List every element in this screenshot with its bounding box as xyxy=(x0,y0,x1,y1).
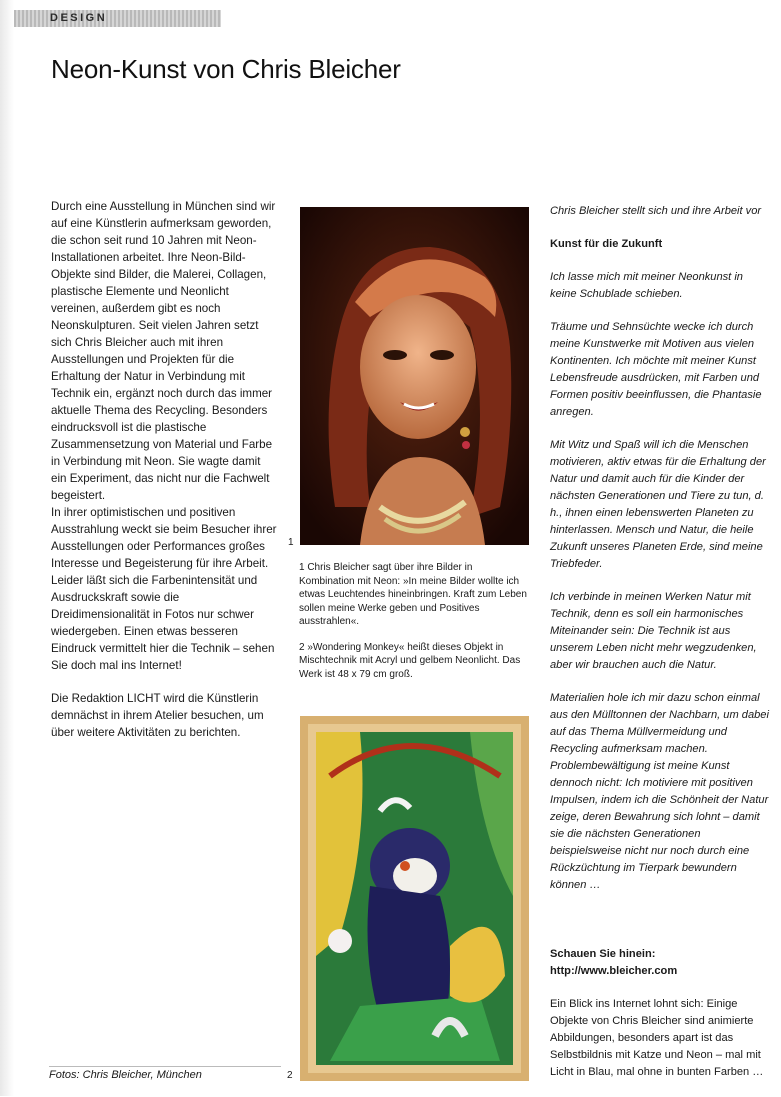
caption-number-2: 2 xyxy=(287,1070,293,1081)
caption-block xyxy=(299,561,529,693)
caption-1: 1 Chris Bleicher sagt über ihre Bilder in Kombination mit Neon: »In meine Bilder wollte ich etwas Leuchtendes hineinbringen. Kraft zum Leben sollen meine Werke geben und Positives ausstrahlen«. xyxy=(299,562,527,627)
photo-credit: Fotos: Chris Bleicher, München xyxy=(49,1069,202,1081)
intro-column xyxy=(51,198,279,757)
portrait-photo xyxy=(300,207,529,545)
caption-2: 2 »Wondering Monkey« heißt dieses Objekt in Mischtechnik mit Acryl und gelbem Neonlicht. Das Werk ist 48 x 79 cm groß. xyxy=(299,641,521,680)
right-paragraph-6: Ein Blick ins Internet lohnt sich: Einige Objekte von Chris Bleicher sind animierte Abbildungen, besonders apart ist das Selbstbildnis mit Katze und Neon – mal mit Licht in Blau, mal ohne in bunten Farben … xyxy=(550,998,764,1078)
artwork-photo xyxy=(300,716,529,1081)
right-paragraph-1: Ich lasse mich mit meiner Neonkunst in keine Schublade schieben. xyxy=(550,271,743,300)
caption-number-1: 1 xyxy=(288,537,294,548)
link-block xyxy=(550,946,772,980)
right-column xyxy=(550,203,772,1097)
right-paragraph-3: Mit Witz und Spaß will ich die Menschen motivieren, aktiv etwas für die Erhaltung der Natur und damit auch für die Kinder der nächsten Generationen und Tiere zu tun, d. h., ihnen einen lebenswerten Planeten zu hinterlassen. Mensch und Natur, die heile Zukunft unseres Planeten Erde, sind meine Triebfeder. xyxy=(550,439,766,570)
right-paragraph-5: Materialien hole ich mir dazu schon einmal aus den Mülltonnen der Nachbarn, um dabei auf das Thema Müllvermeidung und Recycling aufmerksam machen. Problembewältigung ist meine Kunst dennoch nicht: Ich motiviere mit positiven Impulsen, indem ich die Schönheit der Natur zeige, deren Bewahrung sich lohnt – damit sie die nächsten Generationen beispielsweise nicht nur noch durch eine Rückzüchtung im Tierpark bewundern können … xyxy=(550,692,769,891)
right-heading: Kunst für die Zukunft xyxy=(550,238,663,250)
intro-paragraph-2: Die Redaktion LICHT wird die Künstlerin demnächst in ihrem Atelier besuchen, um über weitere Aktivitäten zu berichten. xyxy=(51,692,264,739)
website-link[interactable]: http://www.bleicher.com xyxy=(550,965,678,977)
right-paragraph-4: Ich verbinde in meinen Werken Natur mit Technik, denn es soll ein harmonisches Miteinander sein: Die Technik ist aus unserem Leben nicht mehr wegzudenken, aber wir brauchen auch die Natur. xyxy=(550,591,757,671)
right-paragraph-2: Träume und Sehnsüchte wecke ich durch meine Kunstwerke mit Motiven aus vielen Kontinenten. Ich möchte mit meiner Kunst Lebensfreude ausdrücken, mit Farben und Formen positiv beeinflussen, die Phantasie anregen. xyxy=(550,321,762,418)
right-intro: Chris Bleicher stellt sich und ihre Arbeit vor xyxy=(550,205,762,217)
page-edge-shadow xyxy=(0,0,14,1096)
intro-paragraph-1: Durch eine Ausstellung in München sind wir auf eine Künstlerin aufmerksam geworden, die schon seit rund 10 Jahren mit Neon-Installationen arbeitet. Ihre Neon-Bild-Objekte sind Bilder, die Malerei, Collagen, plastische Elemente und Neonlicht vereinen, außerdem gibt es noch Neonskulpturen. Seit vielen Jahren setzt sich Chris Bleicher auch mit ihren Ausstellungen und Projekten für die Erhaltung der Natur in Verbindung mit Technik ein, ergänzt noch durch das immer aktuelle Thema des Recycling. Besonders eindrucksvoll ist die plastische Zusammensetzung von Material und Farbe in Verbindung mit Neon. Sie wagte damit ein Experiment, das nicht nur die Fachwelt begeistert. In ihrer optimistischen und positiven Ausstrahlung weckt sie beim Besucher ihrer Ausstellungen oder Performances großes Interesse und Begeisterung für ihre Arbeit. Leider läßt sich die Farbenintensität und Ausdruckskraft sowie die Dreidimensionalität in Fotos nur schwer wiedergeben. Einen etwas besseren Eindruck vermittelt hier die Technik – sehen Sie doch mal ins Internet! xyxy=(51,200,277,672)
credit-divider xyxy=(49,1066,281,1067)
section-tag: DESIGN xyxy=(14,10,221,27)
page-title: Neon-Kunst von Chris Bleicher xyxy=(51,54,401,84)
link-heading: Schauen Sie hinein: xyxy=(550,948,656,960)
